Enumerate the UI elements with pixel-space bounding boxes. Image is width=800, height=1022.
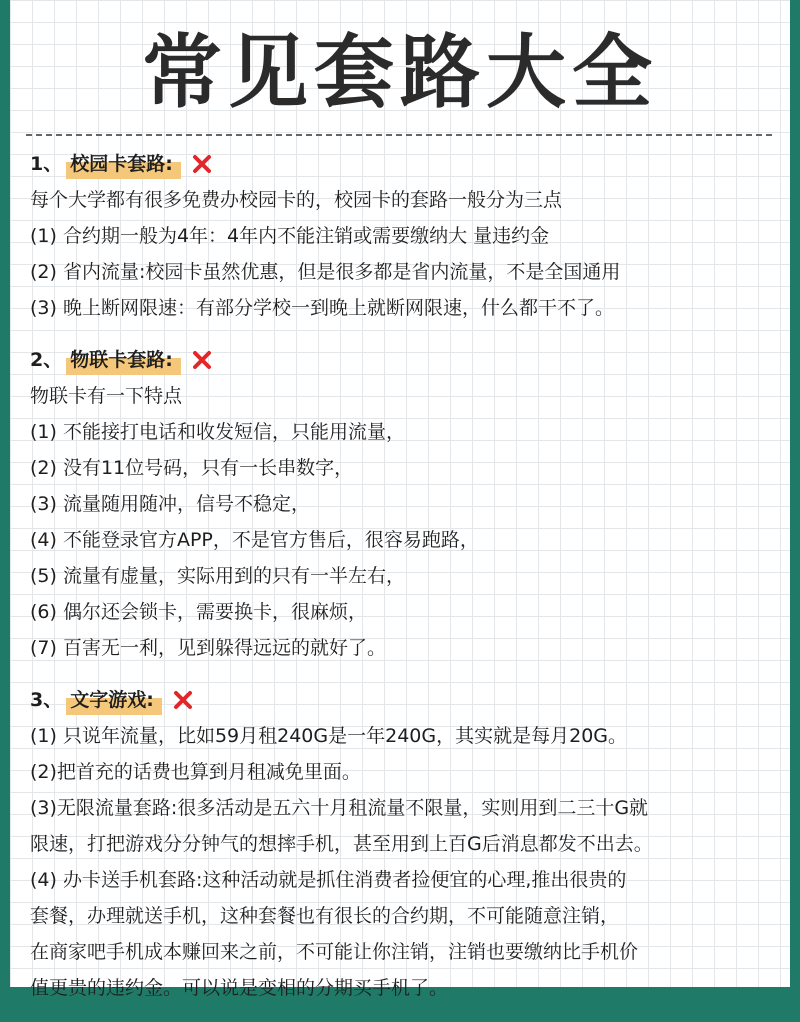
section-iot-card [30,342,782,666]
section-label: 校园卡套路: [66,146,181,182]
section-line: 每个大学都有很多免费办校园卡的，校园卡的套路一般分为三点 [30,189,563,211]
section-line: 限速，打把游戏分分钟气的想摔手机，甚至用到上百G后消息都发不出去。 [30,833,653,855]
section-line: (2) 省内流量:校园卡虽然优惠，但是很多都是省内流量，不是全国通用 [30,261,621,283]
section-number: 3、 [30,689,63,711]
content [30,146,782,1022]
cross-icon [191,349,213,371]
poster-card [10,0,790,999]
section-line: (3) 晚上断网限速：有部分学校一到晚上就断网限速，什么都干不了。 [30,297,614,319]
section-heading [30,342,782,378]
section-line: (1) 只说年流量，比如59月租240G是一年240G，其实就是每月20G。 [30,725,628,747]
section-label: 文字游戏: [66,682,162,718]
section-label: 物联卡套路: [66,342,181,378]
dashed-divider [26,134,772,136]
section-campus-card [30,146,782,326]
section-line: (1) 不能接打电话和收发短信，只能用流量， [30,421,405,443]
cross-icon [172,689,194,711]
section-line: (1) 合约期一般为4年：4年内不能注销或需要缴纳大 量违约金 [30,225,550,247]
cross-icon [191,153,213,175]
section-word-games [30,682,782,1006]
section-line: 在商家吧手机成本赚回来之前，不可能让你注销，注销也要缴纳比手机价 [30,941,639,963]
section-line: (4) 不能登录官方APP，不是官方售后，很容易跑路， [30,529,479,551]
section-line: (5) 流量有虚量，实际用到的只有一半左右， [30,565,405,587]
section-line: (2) 没有11位号码，只有一长串数字， [30,457,354,479]
section-line: 套餐，办理就送手机，这种套餐也有很长的合约期，不可能随意注销， [30,905,620,927]
section-line: (4) 办卡送手机套路:这种活动就是抓住消费者捡便宜的心理,推出很贵的 [30,869,627,891]
section-line: 物联卡有一下特点 [30,385,183,407]
section-line: (3)无限流量套路:很多活动是五六十月租流量不限量，实则用到二三十G就 [30,797,649,819]
section-line: 值更贵的违约金。可以说是变相的分期买手机了。 [30,977,449,999]
section-line: (6) 偶尔还会锁卡，需要换卡，很麻烦， [30,601,367,623]
section-line: (2)把首充的话费也算到月租减免里面。 [30,761,361,783]
section-number: 2、 [30,349,63,371]
section-number: 1、 [30,153,63,175]
section-heading [30,682,782,718]
section-line: (3) 流量随用随冲，信号不稳定， [30,493,310,515]
section-line: (7) 百害无一利，见到躲得远远的就好了。 [30,637,386,659]
page-title: 常见套路大全 [142,26,658,119]
section-heading [30,146,782,182]
